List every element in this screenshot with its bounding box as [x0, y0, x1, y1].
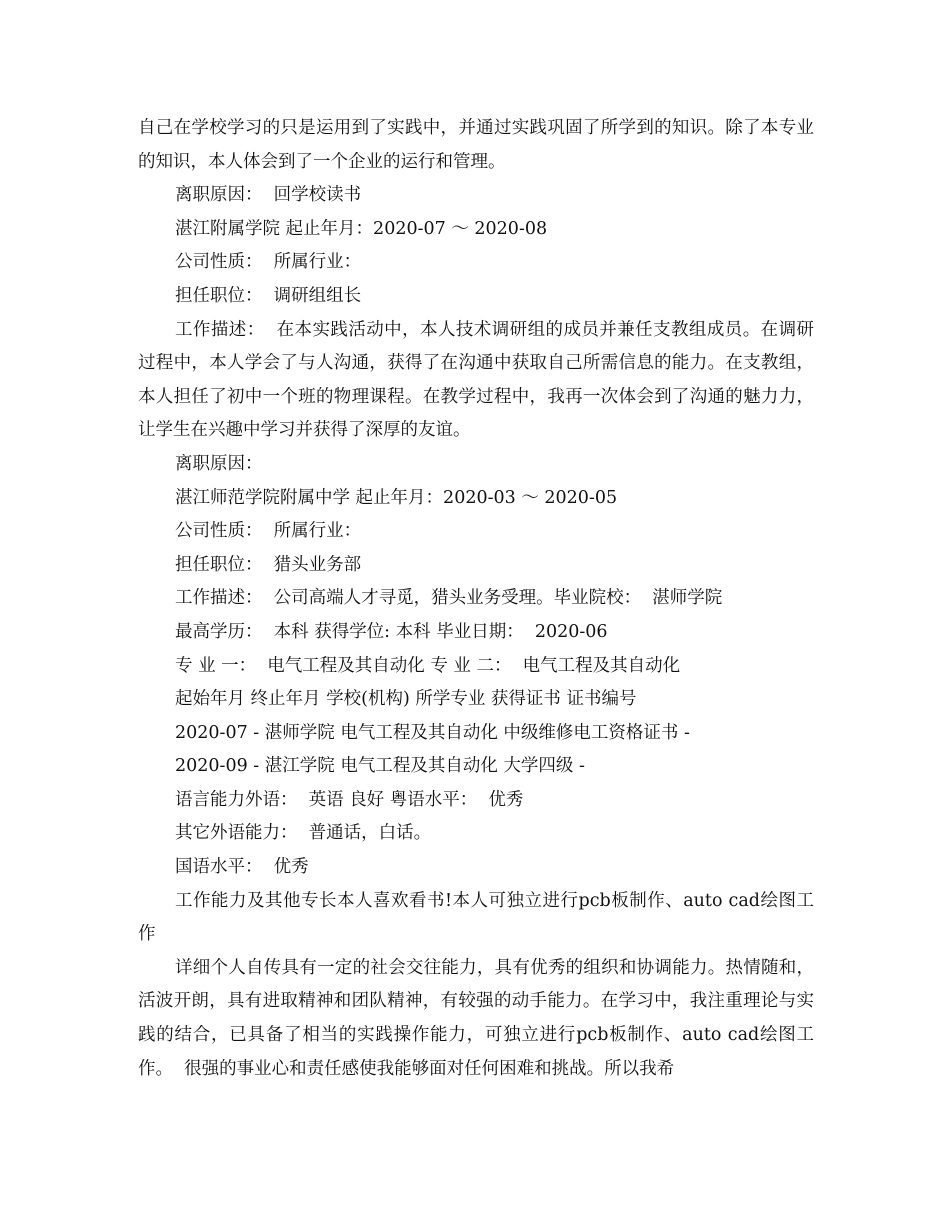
paragraph: 自己在学校学习的只是运用到了实践中，并通过实践巩固了所学到的知识。除了本专业的知识，本人体会到了一个企业的运行和管理。 — [138, 118, 814, 172]
paragraph: 担任职位： 猎头业务部 — [175, 554, 362, 575]
paragraph: 国语水平： 优秀 — [175, 857, 309, 878]
paragraph: 公司性质： 所属行业： — [175, 252, 362, 273]
paragraph: 2020-09 - 湛江学院 电气工程及其自动化 大学四级 - — [175, 756, 585, 777]
paragraph: 离职原因： 回学校读书 — [175, 185, 362, 206]
paragraph: 起始年月 终止年月 学校(机构) 所学专业 获得证书 证书编号 — [175, 689, 637, 710]
paragraph: 工作描述： 在本实践活动中，本人技术调研组的成员并兼任支教组成员。在调研过程中，本人学会了与人沟通，获得了在沟通中获取自己所需信息的能力。在支教组，本人担任了初中一个班的物理课程。在教学过程中，我再一次体会到了沟通的魅力力，让学生在兴趣中学习并获得了深厚的友谊。 — [138, 319, 814, 441]
paragraph: 工作描述： 公司高端人才寻觅，猎头业务受理。毕业院校： 湛师学院 — [175, 588, 723, 609]
paragraph: 公司性质： 所属行业： — [175, 521, 362, 542]
paragraph: 专 业 一： 电气工程及其自动化 专 业 二： 电气工程及其自动化 — [175, 655, 681, 676]
paragraph: 离职原因： — [175, 453, 263, 474]
paragraph: 湛江师范学院附属中学 起止年月：2020-03 ～ 2020-05 — [175, 487, 618, 508]
paragraph: 其它外语能力： 普通话，白话。 — [175, 823, 432, 844]
paragraph: 湛江附属学院 起止年月：2020-07 ～ 2020-08 — [175, 218, 548, 239]
paragraph: 担任职位： 调研组组长 — [175, 285, 362, 306]
paragraph: 2020-07 - 湛师学院 电气工程及其自动化 中级维修电工资格证书 - — [175, 722, 690, 743]
paragraph: 详细个人自传具有一定的社会交往能力，具有优秀的组织和协调能力。热情随和，活波开朗，具有进取精神和团队精神，有较强的动手能力。在学习中，我注重理论与实践的结合，已具备了相当的实践操作能力，可独立进行pcb板制作、auto cad绘图工作。 很强的事业心和责任感使我能够面对任何困难和挑战。所以我希 — [138, 957, 814, 1079]
paragraph: 工作能力及其他专长本人喜欢看书!本人可独立进行pcb板制作、auto cad绘图工作 — [138, 890, 814, 945]
paragraph: 语言能力外语： 英语 良好 粤语水平： 优秀 — [175, 789, 524, 810]
document-body — [138, 112, 814, 1086]
paragraph: 最高学历： 本科 获得学位: 本科 毕业日期： 2020-06 — [175, 621, 608, 642]
